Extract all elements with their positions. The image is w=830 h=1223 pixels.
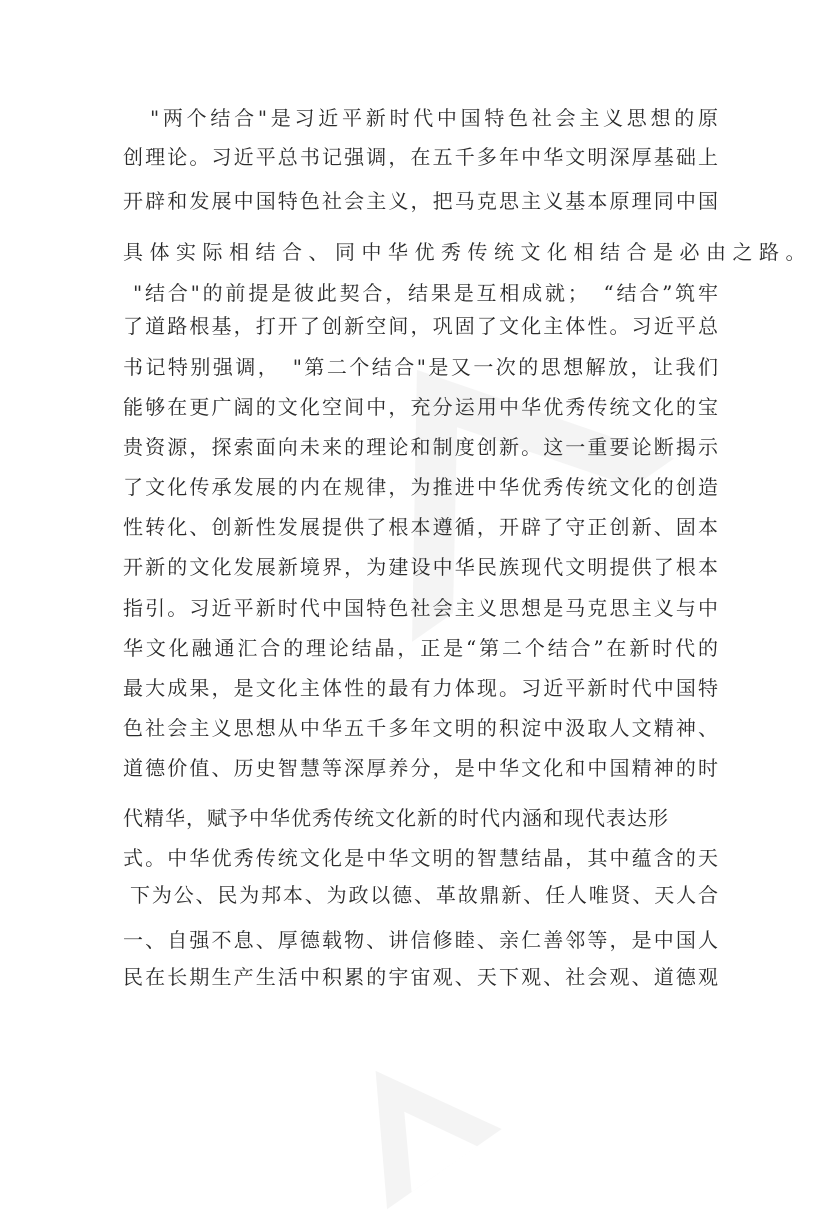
text-line: 指引。习近平新时代中国特色社会主义思想是马克思主义与中 [123, 596, 718, 620]
text-line: 具体实际相结合、同中华优秀传统文化相结合是必由之路。 [123, 240, 812, 264]
text-line: 最大成果，是文化主体性的最有力体现。习近平新时代中国特 [123, 676, 718, 700]
text-line: 道德价值、历史智慧等深厚养分，是中华文化和中国精神的时 [123, 756, 718, 780]
text-line: "结合"的前提是彼此契合，结果是互相成就； “结合”筑牢 [133, 281, 718, 305]
text-line: 创理论。习近平总书记强调，在五千多年中华文明深厚基础上 [123, 145, 718, 169]
text-line: 式。中华优秀传统文化是中华文明的智慧结晶，其中蕴含的天 [123, 846, 718, 870]
watermark-icon [304, 1017, 515, 1223]
text-line: 书记特别强调， "第二个结合"是又一次的思想解放，让我们 [123, 355, 718, 379]
text-line: 性转化、创新性发展提供了根本遵循，开辟了守正创新、固本 [123, 515, 718, 539]
text-line: 代精华，赋予中华优秀传统文化新的时代内涵和现代表达形 [123, 806, 668, 830]
text-line: 华文化融通汇合的理论结晶，正是“第二个结合”在新时代的 [123, 636, 718, 660]
text-line: 开辟和发展中国特色社会主义，把马克思主义基本原理同中国 [123, 189, 718, 213]
text-line: 开新的文化发展新境界，为建设中华民族现代文明提供了根本 [123, 555, 718, 579]
text-line: 贵资源，探索面向未来的理论和制度创新。这一重要论断揭示 [123, 435, 718, 459]
text-line: 民在长期生产生活中积累的宇宙观、天下观、社会观、道德观 [123, 965, 718, 989]
text-line: 能够在更广阔的文化空间中，充分运用中华优秀传统文化的宝 [123, 395, 718, 419]
text-line: 色社会主义思想从中华五千多年文明的积淀中汲取人文精神、 [123, 716, 718, 740]
text-line: 下为公、民为邦本、为政以德、革故鼎新、任人唯贤、天人合 [130, 883, 718, 907]
text-line: 了道路根基，打开了创新空间，巩固了文化主体性。习近平总 [123, 314, 718, 338]
text-line: 一、自强不息、厚德载物、讲信修睦、亲仁善邻等，是中国人 [123, 928, 718, 952]
text-line: 了文化传承发展的内在规律，为推进中华优秀传统文化的创造 [123, 475, 718, 499]
text-line: "两个结合"是习近平新时代中国特色社会主义思想的原 [150, 106, 718, 130]
